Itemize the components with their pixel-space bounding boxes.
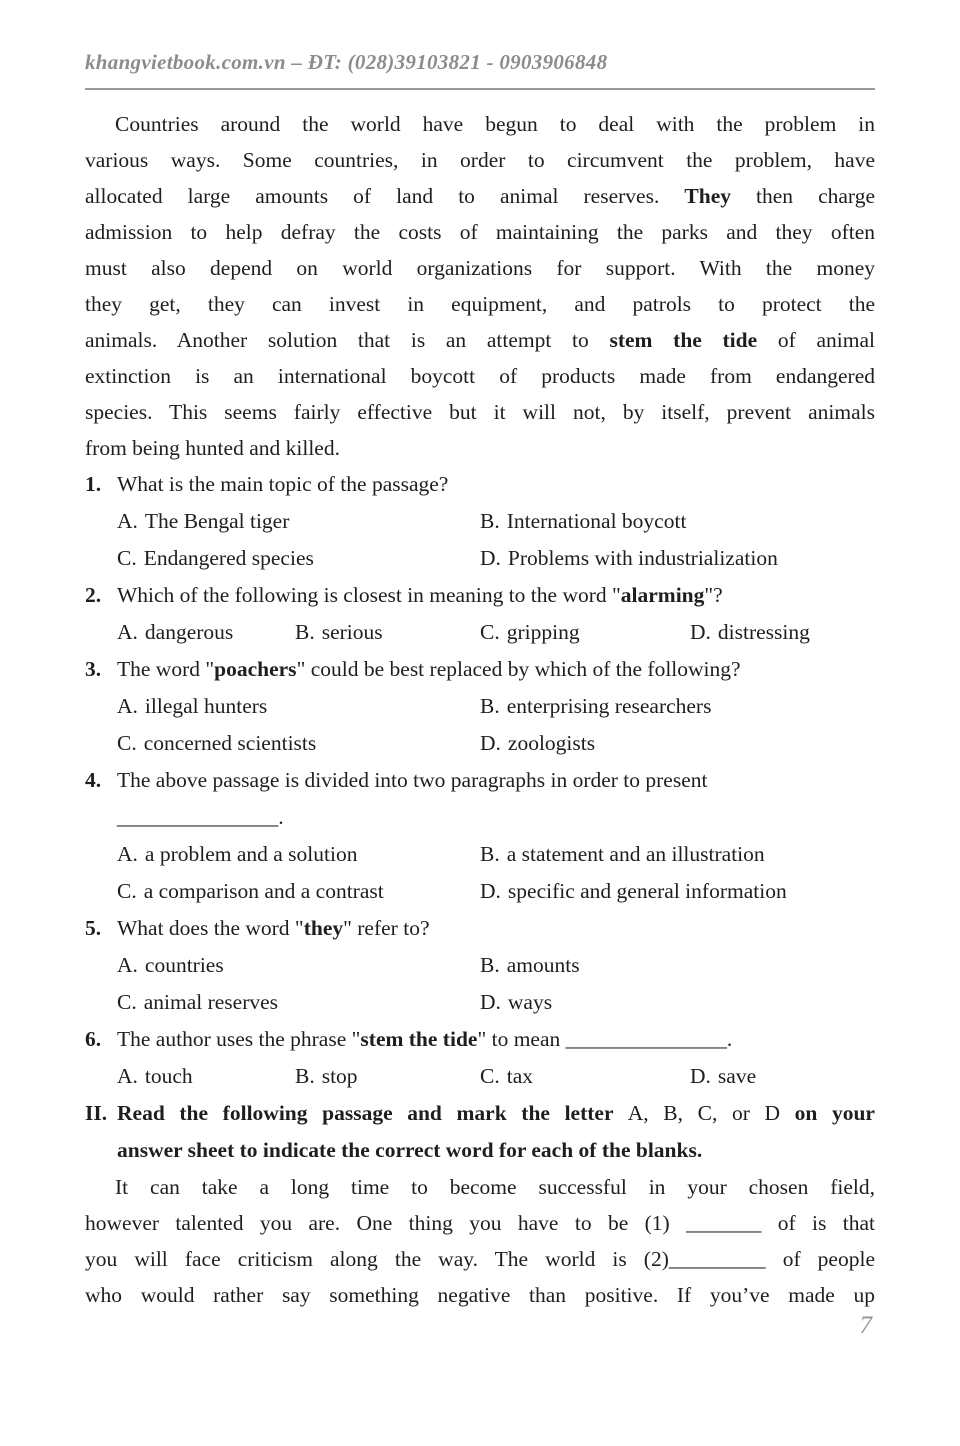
option-d: D. ways — [480, 990, 553, 1014]
option-a: A. a problem and a solution — [117, 842, 358, 866]
passage-line: who would rather say something negative than positive. If you’ve made up — [85, 1283, 875, 1307]
passage-line: species. This seems fairly effective but it will not, by itself, prevent animals — [85, 400, 875, 424]
question-5 — [85, 910, 875, 1021]
answer-blank: _______________. — [117, 805, 284, 829]
option-text: dangerous — [144, 620, 234, 644]
options — [117, 688, 875, 762]
option-a: A. The Bengal tiger — [117, 509, 290, 533]
question-3 — [85, 651, 875, 762]
option-text: serious — [321, 620, 383, 644]
option-b: B. serious — [295, 620, 383, 644]
question-number: 6. — [85, 1027, 102, 1051]
option-d: D. save — [690, 1064, 757, 1088]
question-prompt: The word "poachers" could be best replaced by which of the following? — [117, 657, 741, 681]
option-text: gripping — [506, 620, 580, 644]
option-d: D. zoologists — [480, 731, 596, 755]
option-text: tax — [506, 1064, 533, 1088]
option-b: B. enterprising researchers — [480, 694, 712, 718]
option-a: A. countries — [117, 953, 224, 977]
bold-term: they — [303, 916, 344, 940]
option-d: D. distressing — [690, 620, 810, 644]
passage-line: Countries around the world have begun to deal with the problem in — [115, 112, 875, 136]
option-text: concerned scientists — [143, 731, 317, 755]
passage-line: from being hunted and killed. — [85, 436, 340, 460]
option-text: distressing — [717, 620, 810, 644]
options — [117, 503, 875, 577]
option-c: C. Endangered species — [117, 546, 314, 570]
options — [117, 947, 875, 1021]
option-c: C. concerned scientists — [117, 731, 317, 755]
option-text: Endangered species — [143, 546, 314, 570]
section-number: II. — [85, 1101, 108, 1125]
section-heading-line: Read the following passage and mark the letter A, B, C, or D on your — [117, 1101, 875, 1125]
option-text: Problems with industrialization — [507, 546, 778, 570]
question-2 — [85, 577, 875, 651]
option-b: B. amounts — [480, 953, 580, 977]
question-4 — [85, 762, 875, 910]
option-text: ways — [507, 990, 553, 1014]
bold-term: alarming — [620, 583, 705, 607]
site-header — [85, 48, 875, 90]
options — [117, 1058, 875, 1095]
section-heading-line: answer sheet to indicate the correct word for each of the blanks. — [117, 1138, 703, 1162]
question-prompt: What does the word "they" refer to? — [117, 916, 430, 940]
option-c: C. gripping — [480, 620, 580, 644]
option-text: animal reserves — [143, 990, 279, 1014]
passage-line: It can take a long time to become successful in your chosen field, — [115, 1175, 875, 1199]
question-prompt: The above passage is divided into two paragraphs in order to present — [117, 768, 708, 792]
options — [117, 836, 875, 910]
option-d: D. specific and general information — [480, 879, 787, 903]
bold-term: stem the tide — [609, 328, 758, 352]
option-c: C. a comparison and a contrast — [117, 879, 384, 903]
option-b: B. International boycott — [480, 509, 687, 533]
question-6 — [85, 1021, 875, 1095]
passage-line: various ways. Some countries, in order to circumvent the problem, have — [85, 148, 875, 172]
bold-term: poachers — [214, 657, 297, 681]
passage-line: they get, they can invest in equipment, and patrols to protect the — [85, 292, 875, 316]
option-b: B. a statement and an illustration — [480, 842, 765, 866]
option-text: touch — [144, 1064, 193, 1088]
option-a: A. dangerous — [117, 620, 234, 644]
page-number: 7 — [859, 1312, 872, 1339]
option-a: A. touch — [117, 1064, 193, 1088]
question-block — [85, 466, 875, 1095]
option-text: a problem and a solution — [144, 842, 358, 866]
option-d: D. Problems with industrialization — [480, 546, 778, 570]
bold-term: stem the tide — [360, 1027, 478, 1051]
question-number: 2. — [85, 583, 102, 607]
option-text: amounts — [506, 953, 580, 977]
question-prompt: What is the main topic of the passage? — [117, 472, 449, 496]
passage-line: animals. Another solution that is an attempt to stem the tide of animal — [85, 328, 875, 352]
option-text: zoologists — [507, 731, 596, 755]
option-text: a comparison and a contrast — [143, 879, 384, 903]
question-prompt: The author uses the phrase "stem the tide" to mean _______________. — [117, 1027, 733, 1051]
reading-passage-2 — [85, 1169, 875, 1313]
option-text: International boycott — [506, 509, 687, 533]
passage-line: you will face criticism along the way. The world is (2)_________ of people — [85, 1247, 875, 1271]
option-text: a statement and an illustration — [506, 842, 765, 866]
question-number: 1. — [85, 472, 102, 496]
option-text: save — [717, 1064, 757, 1088]
option-c: C. tax — [480, 1064, 533, 1088]
option-text: specific and general information — [507, 879, 787, 903]
bold-term: They — [684, 184, 731, 208]
option-a: A. illegal hunters — [117, 694, 268, 718]
passage-line: admission to help defray the costs of maintaining the parks and they often — [85, 220, 875, 244]
option-text: illegal hunters — [144, 694, 268, 718]
option-text: stop — [321, 1064, 358, 1088]
passage-line: must also depend on world organizations for support. With the money — [85, 256, 875, 280]
question-number: 5. — [85, 916, 102, 940]
question-number: 4. — [85, 768, 102, 792]
header-text: khangvietbook.com.vn – ĐT: (028)39103821 - 0903906848 — [85, 50, 608, 74]
option-c: C. animal reserves — [117, 990, 279, 1014]
option-text: The Bengal tiger — [144, 509, 290, 533]
options — [117, 614, 875, 651]
option-text: countries — [144, 953, 224, 977]
option-b: B. stop — [295, 1064, 358, 1088]
option-text: enterprising researchers — [506, 694, 712, 718]
question-prompt: Which of the following is closest in meaning to the word "alarming"? — [117, 583, 723, 607]
passage-line: allocated large amounts of land to animal reserves. They then charge — [85, 184, 875, 208]
question-number: 3. — [85, 657, 102, 681]
section-2-heading — [85, 1095, 875, 1169]
passage-line: extinction is an international boycott of products made from endangered — [85, 364, 875, 388]
reading-passage-1 — [85, 106, 875, 466]
question-1 — [85, 466, 875, 577]
passage-line: however talented you are. One thing you have to be (1) _______ of is that — [85, 1211, 875, 1235]
